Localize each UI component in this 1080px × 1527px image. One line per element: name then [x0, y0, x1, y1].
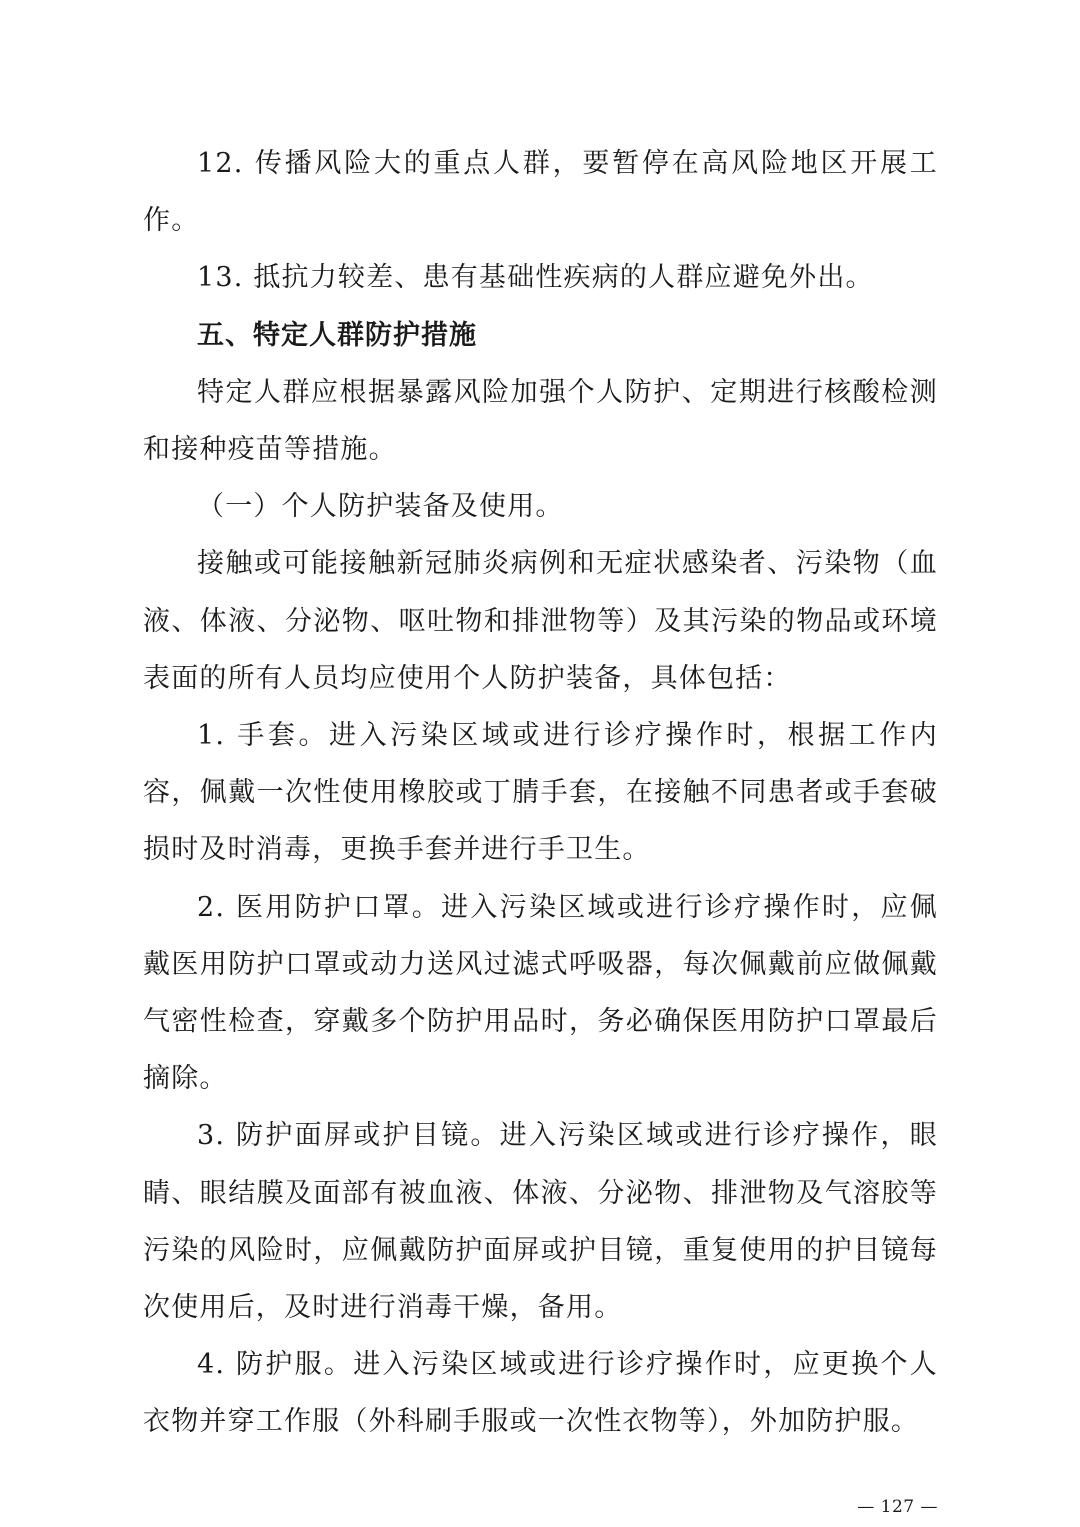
paragraph-subsection-intro: 接触或可能接触新冠肺炎病例和无症状感染者、污染物（血液、体液、分泌物、呕吐物和排泄物等）及其污染的物品或环境表面的所有人员均应使用个人防护装备，具体包括： — [143, 548, 938, 694]
paragraph-item-12: 12. 传播风险大的重点人群，要暂停在高风险地区开展工作。 — [143, 148, 938, 237]
document-body — [143, 135, 938, 1451]
paragraph-item-13: 13. 抵抗力较差、患有基础性疾病的人群应避免外出。 — [197, 262, 874, 294]
paragraph-equipment-goggles: 3. 防护面屏或护目镜。进入污染区域或进行诊疗操作，眼睛、眼结膜及面部有被血液、体液、分泌物、排泄物及气溶胶等污染的风险时，应佩戴防护面屏或护目镜，重复使用的护目镜每次使用后，及时进行消毒干燥，备用。 — [143, 1120, 938, 1324]
section-heading: 五、特定人群防护措施 — [197, 319, 477, 351]
paragraph-equipment-mask: 2. 医用防护口罩。进入污染区域或进行诊疗操作时，应佩戴医用防护口罩或动力送风过滤式呼吸器，每次佩戴前应做佩戴气密性检查，穿戴多个防护用品时，务必确保医用防护口罩最后摘除。 — [143, 891, 938, 1095]
paragraph-section-intro: 特定人群应根据暴露风险加强个人防护、定期进行核酸检测和接种疫苗等措施。 — [143, 376, 938, 466]
page-number: — 127 — — [857, 1497, 938, 1517]
paragraph-equipment-gown: 4. 防护服。进入污染区域或进行诊疗操作时，应更换个人衣物并穿工作服（外科刷手服或一次性衣物等），外加防护服。 — [143, 1349, 938, 1438]
subsection-heading: （一）个人防护装备及使用。 — [197, 491, 564, 523]
paragraph-equipment-gloves: 1. 手套。进入污染区域或进行诊疗操作时，根据工作内容，佩戴一次性使用橡胶或丁腈手套，在接触不同患者或手套破损时及时消毒，更换手套并进行手卫生。 — [143, 720, 938, 866]
